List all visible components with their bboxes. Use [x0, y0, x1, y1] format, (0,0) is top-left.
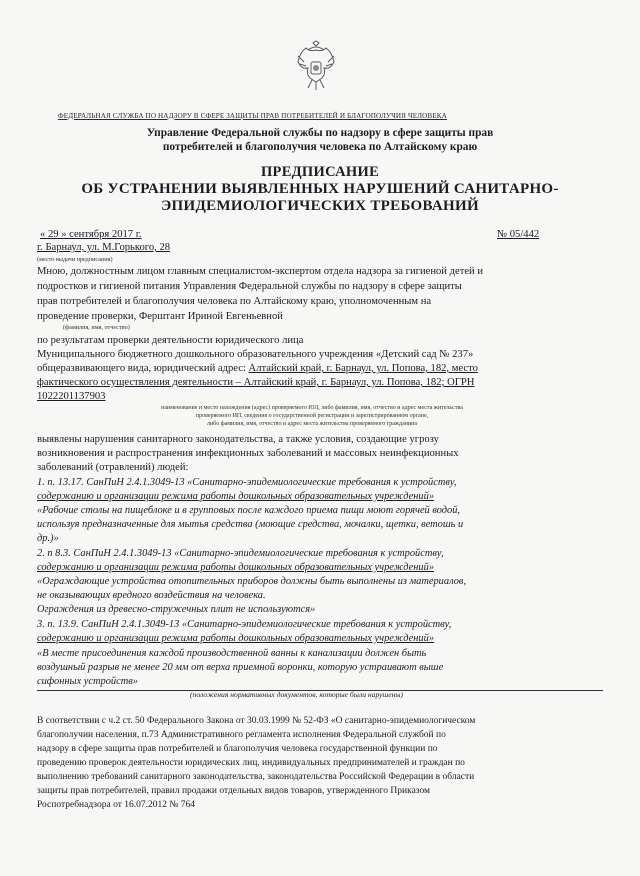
issue-place-caption: (место выдачи предписания): [37, 256, 113, 263]
inspection-line4: фактического осуществления деятельности – Алтайский край, г. Барнаул, ул. Попова, 182; ОГРН: [37, 377, 475, 388]
document-title-line1: ПРЕДПИСАНИЕ: [260, 164, 380, 180]
legal-basis-line3: надзору в сфере защиты прав потребителей и благополучия человека государственной функции по: [37, 744, 438, 754]
agency-federal-name: ФЕДЕРАЛЬНАЯ СЛУЖБА ПО НАДЗОРУ В СФЕРЕ ЗАЩИТЫ ПРАВ ПОТРЕБИТЕЛЕЙ И БЛАГОПОЛУЧИЯ ЧЕЛОВЕКА: [58, 112, 447, 120]
inspection-line1: по результатам проверки деятельности юридического лица: [37, 335, 304, 346]
violation-1-line4: используя предназначенные для мытья средства (моющие средства, мочалки, щетки, ветошь и: [37, 519, 464, 530]
official-line3: прав потребителей и благополучия человека по Алтайскому краю, уполномоченным на: [37, 296, 432, 307]
violation-1-line2: содержанию и организации режима работы дошкольных образовательных учреждений»: [37, 491, 435, 502]
inspection-line2: Муниципального бюджетного дошкольного образовательного учреждения «Детский сад № 237»: [37, 349, 474, 360]
legal-basis-line4: проведению проверок деятельности юридических лиц, индивидуальных предпринимателей и граждан по: [37, 758, 465, 768]
official-caption: (фамилия, имя, отчество): [63, 324, 130, 331]
violation-1-line1: 1. п. 13.17. СанПиН 2.4.1.3049-13 «Санитарно-эпидемиологические требования к устройству,: [37, 477, 457, 488]
violation-2-line1: 2. п 8.3. СанПиН 2.4.1.3049-13 «Санитарно-эпидемиологические требования к устройству,: [37, 548, 444, 559]
violation-2-line3: «Ограждающие устройства отопительных приборов должны быть выполнены из материалов,: [37, 576, 467, 587]
findings-intro-line2: возникновения и распространения инфекционных заболеваний и массовых неинфекционных: [37, 448, 459, 459]
violation-3-line5: сифонных устройств»: [37, 676, 138, 687]
coat-of-arms-emblem: [294, 40, 338, 92]
violation-3-line3: «В месте присоединения каждой производственной ванны к канализации должен быть: [37, 648, 427, 659]
findings-intro-line1: выявлены нарушения санитарного законодательства, а также условия, создающие угрозу: [37, 434, 439, 445]
agency-regional-line2: потребителей и благополучия человека по Алтайскому краю: [162, 141, 478, 153]
legal-basis-line2: благополучии населения, п.73 Административного регламента исполнения Федеральной службой по: [37, 730, 446, 740]
document-title-line2: ОБ УСТРАНЕНИИ ВЫЯВЛЕННЫХ НАРУШЕНИЙ САНИТАРНО-: [81, 181, 559, 197]
findings-intro-line3: заболеваний (отравлений) людей:: [37, 462, 189, 473]
violation-1-line3: «Рабочие столы на пищеблоке и в групповых после каждого приема пищи моют горячей водой,: [37, 505, 461, 516]
inspection-caption3: либо фамилия, имя, отчество и адрес места жительства проверяемого гражданина: [206, 421, 418, 427]
official-line1: Мною, должностным лицом главным специалистом-экспертом отдела надзора за гигиеной детей и: [37, 266, 484, 277]
agency-regional-line1: Управление Федеральной службы по надзору в сфере защиты прав: [146, 127, 494, 139]
legal-basis-line5: выполнению требований санитарного законодательства, законодательства Российской Федерации в области: [37, 772, 475, 782]
inspection-caption2: проверяемого ИП, сведения о государственной регистрации и зарегистрированном органе,: [195, 413, 429, 419]
document-number: № 05/442: [497, 229, 540, 240]
legal-basis-line6: защиты прав потребителей, правил продажи отдельных видов товаров, утвержденного Приказом: [37, 786, 431, 796]
violation-2-line2: содержанию и организации режима работы дошкольных образовательных учреждений»: [37, 562, 435, 573]
inspection-caption1: наименование и место нахождения (адрес) проверяемого ЮЛ, либо фамилия, имя, отчество и адрес места жительства: [161, 405, 463, 411]
document-date: « 29 » сентября 2017 г.: [40, 229, 142, 240]
inspection-line3: общеразвивающего вида, юридический адрес: Алтайский край, г. Барнаул, ул. Попова, 182, место: [37, 363, 478, 374]
official-line4: проведение проверки, Ферштант Ириной Евгеньевной: [37, 311, 283, 322]
violation-2-line5: Ограждения из древесно-стружечных плит не используются»: [37, 604, 316, 615]
violation-3-line2: содержанию и организации режима работы дошкольных образовательных учреждений»: [37, 633, 435, 644]
legal-basis-line1: В соответствии с ч.2 ст. 50 Федерального Закона от 30.03.1999 № 52-ФЗ «О санитарно-эпидемиологическом: [37, 716, 476, 726]
issue-place: г. Барнаул, ул. М.Горького, 28: [37, 242, 171, 253]
violation-1-line5: др.)»: [37, 533, 59, 544]
violation-3-line1: 3. п. 13.9. СанПиН 2.4.1.3049-13 «Санитарно-эпидемиологические требования к устройству,: [37, 619, 452, 630]
violation-3-line4: воздушный разрыв не менее 20 мм от верха приемной воронки, которую устраивают выше: [37, 662, 444, 673]
violations-caption: (положения нормативных документов, которые были нарушены): [190, 690, 404, 699]
legal-basis-line7: Роспотребнадзора от 16.07.2012 № 764: [37, 800, 196, 810]
document-title-line3: ЭПИДЕМИОЛОГИЧЕСКИХ ТРЕБОВАНИЙ: [161, 198, 479, 214]
inspection-line5: 1022201137903: [37, 391, 106, 402]
official-line2: подростков и гигиеной питания Управления Федеральной службы по надзору в сфере защиты: [37, 281, 462, 292]
violation-2-line4: не оказывающих вредного воздействия на человека.: [37, 590, 266, 601]
